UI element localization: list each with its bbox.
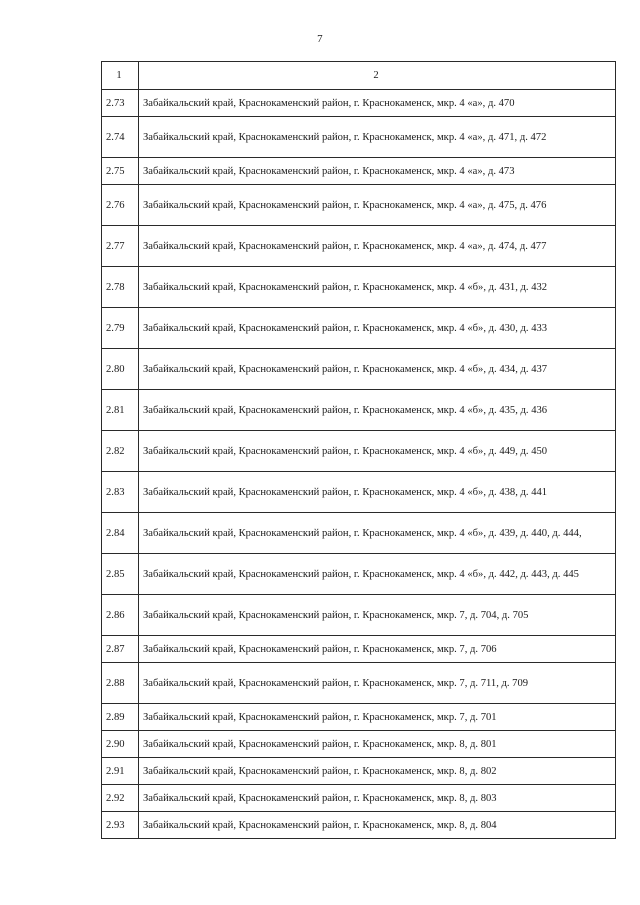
table-row bbox=[102, 554, 616, 595]
table-row bbox=[102, 785, 616, 812]
table-row bbox=[102, 431, 616, 472]
row-address: Забайкальский край, Краснокаменский район, г. Краснокаменск, мкр. 7, д. 704, д. 705 bbox=[139, 595, 616, 636]
address-table bbox=[101, 61, 616, 839]
table-row bbox=[102, 812, 616, 839]
row-number: 2.90 bbox=[102, 731, 139, 758]
row-address: Забайкальский край, Краснокаменский район, г. Краснокаменск, мкр. 4 «б», д. 449, д. 450 bbox=[139, 431, 616, 472]
row-number: 2.92 bbox=[102, 785, 139, 812]
table-row bbox=[102, 731, 616, 758]
row-number: 2.73 bbox=[102, 90, 139, 117]
column-header-address: 2 bbox=[139, 62, 616, 90]
row-address: Забайкальский край, Краснокаменский район, г. Краснокаменск, мкр. 8, д. 803 bbox=[139, 785, 616, 812]
row-address: Забайкальский край, Краснокаменский район, г. Краснокаменск, мкр. 4 «а», д. 471, д. 472 bbox=[139, 117, 616, 158]
row-address: Забайкальский край, Краснокаменский район, г. Краснокаменск, мкр. 8, д. 801 bbox=[139, 731, 616, 758]
table-row bbox=[102, 704, 616, 731]
column-header-number: 1 bbox=[102, 62, 139, 90]
table-row bbox=[102, 663, 616, 704]
row-address: Забайкальский край, Краснокаменский район, г. Краснокаменск, мкр. 7, д. 706 bbox=[139, 636, 616, 663]
table-header bbox=[102, 62, 616, 90]
row-number: 2.74 bbox=[102, 117, 139, 158]
table-row bbox=[102, 472, 616, 513]
row-number: 2.89 bbox=[102, 704, 139, 731]
table-row bbox=[102, 117, 616, 158]
header-row bbox=[102, 62, 616, 90]
row-number: 2.86 bbox=[102, 595, 139, 636]
row-address: Забайкальский край, Краснокаменский район, г. Краснокаменск, мкр. 4 «б», д. 435, д. 436 bbox=[139, 390, 616, 431]
row-address: Забайкальский край, Краснокаменский район, г. Краснокаменск, мкр. 7, д. 701 bbox=[139, 704, 616, 731]
row-number: 2.75 bbox=[102, 158, 139, 185]
row-address: Забайкальский край, Краснокаменский район, г. Краснокаменск, мкр. 4 «б», д. 430, д. 433 bbox=[139, 308, 616, 349]
row-number: 2.80 bbox=[102, 349, 139, 390]
table-row bbox=[102, 267, 616, 308]
row-address: Забайкальский край, Краснокаменский район, г. Краснокаменск, мкр. 4 «а», д. 470 bbox=[139, 90, 616, 117]
row-address: Забайкальский край, Краснокаменский район, г. Краснокаменск, мкр. 8, д. 804 bbox=[139, 812, 616, 839]
row-number: 2.78 bbox=[102, 267, 139, 308]
row-number: 2.87 bbox=[102, 636, 139, 663]
row-address: Забайкальский край, Краснокаменский район, г. Краснокаменск, мкр. 4 «б», д. 431, д. 432 bbox=[139, 267, 616, 308]
table-row bbox=[102, 90, 616, 117]
row-number: 2.88 bbox=[102, 663, 139, 704]
row-address: Забайкальский край, Краснокаменский район, г. Краснокаменск, мкр. 8, д. 802 bbox=[139, 758, 616, 785]
table-row bbox=[102, 758, 616, 785]
row-number: 2.77 bbox=[102, 226, 139, 267]
row-number: 2.84 bbox=[102, 513, 139, 554]
table-row bbox=[102, 513, 616, 554]
row-address: Забайкальский край, Краснокаменский район, г. Краснокаменск, мкр. 4 «б», д. 438, д. 441 bbox=[139, 472, 616, 513]
row-number: 2.93 bbox=[102, 812, 139, 839]
table-row bbox=[102, 158, 616, 185]
row-number: 2.81 bbox=[102, 390, 139, 431]
table-row bbox=[102, 185, 616, 226]
table-row bbox=[102, 390, 616, 431]
row-number: 2.82 bbox=[102, 431, 139, 472]
table-row bbox=[102, 308, 616, 349]
row-number: 2.91 bbox=[102, 758, 139, 785]
row-number: 2.76 bbox=[102, 185, 139, 226]
table-row bbox=[102, 226, 616, 267]
row-number: 2.83 bbox=[102, 472, 139, 513]
row-address: Забайкальский край, Краснокаменский район, г. Краснокаменск, мкр. 4 «а», д. 473 bbox=[139, 158, 616, 185]
table-row bbox=[102, 636, 616, 663]
row-address: Забайкальский край, Краснокаменский район, г. Краснокаменск, мкр. 4 «б», д. 439, д. 440, д. 444, bbox=[139, 513, 616, 554]
row-address: Забайкальский край, Краснокаменский район, г. Краснокаменск, мкр. 4 «б», д. 442, д. 443, д. 445 bbox=[139, 554, 616, 595]
row-number: 2.85 bbox=[102, 554, 139, 595]
row-address: Забайкальский край, Краснокаменский район, г. Краснокаменск, мкр. 4 «б», д. 434, д. 437 bbox=[139, 349, 616, 390]
table-body bbox=[102, 90, 616, 839]
table-row bbox=[102, 595, 616, 636]
row-address: Забайкальский край, Краснокаменский район, г. Краснокаменск, мкр. 4 «а», д. 475, д. 476 bbox=[139, 185, 616, 226]
row-address: Забайкальский край, Краснокаменский район, г. Краснокаменск, мкр. 7, д. 711, д. 709 bbox=[139, 663, 616, 704]
row-number: 2.79 bbox=[102, 308, 139, 349]
row-address: Забайкальский край, Краснокаменский район, г. Краснокаменск, мкр. 4 «а», д. 474, д. 477 bbox=[139, 226, 616, 267]
page-number: 7 bbox=[317, 33, 323, 45]
table-row bbox=[102, 349, 616, 390]
